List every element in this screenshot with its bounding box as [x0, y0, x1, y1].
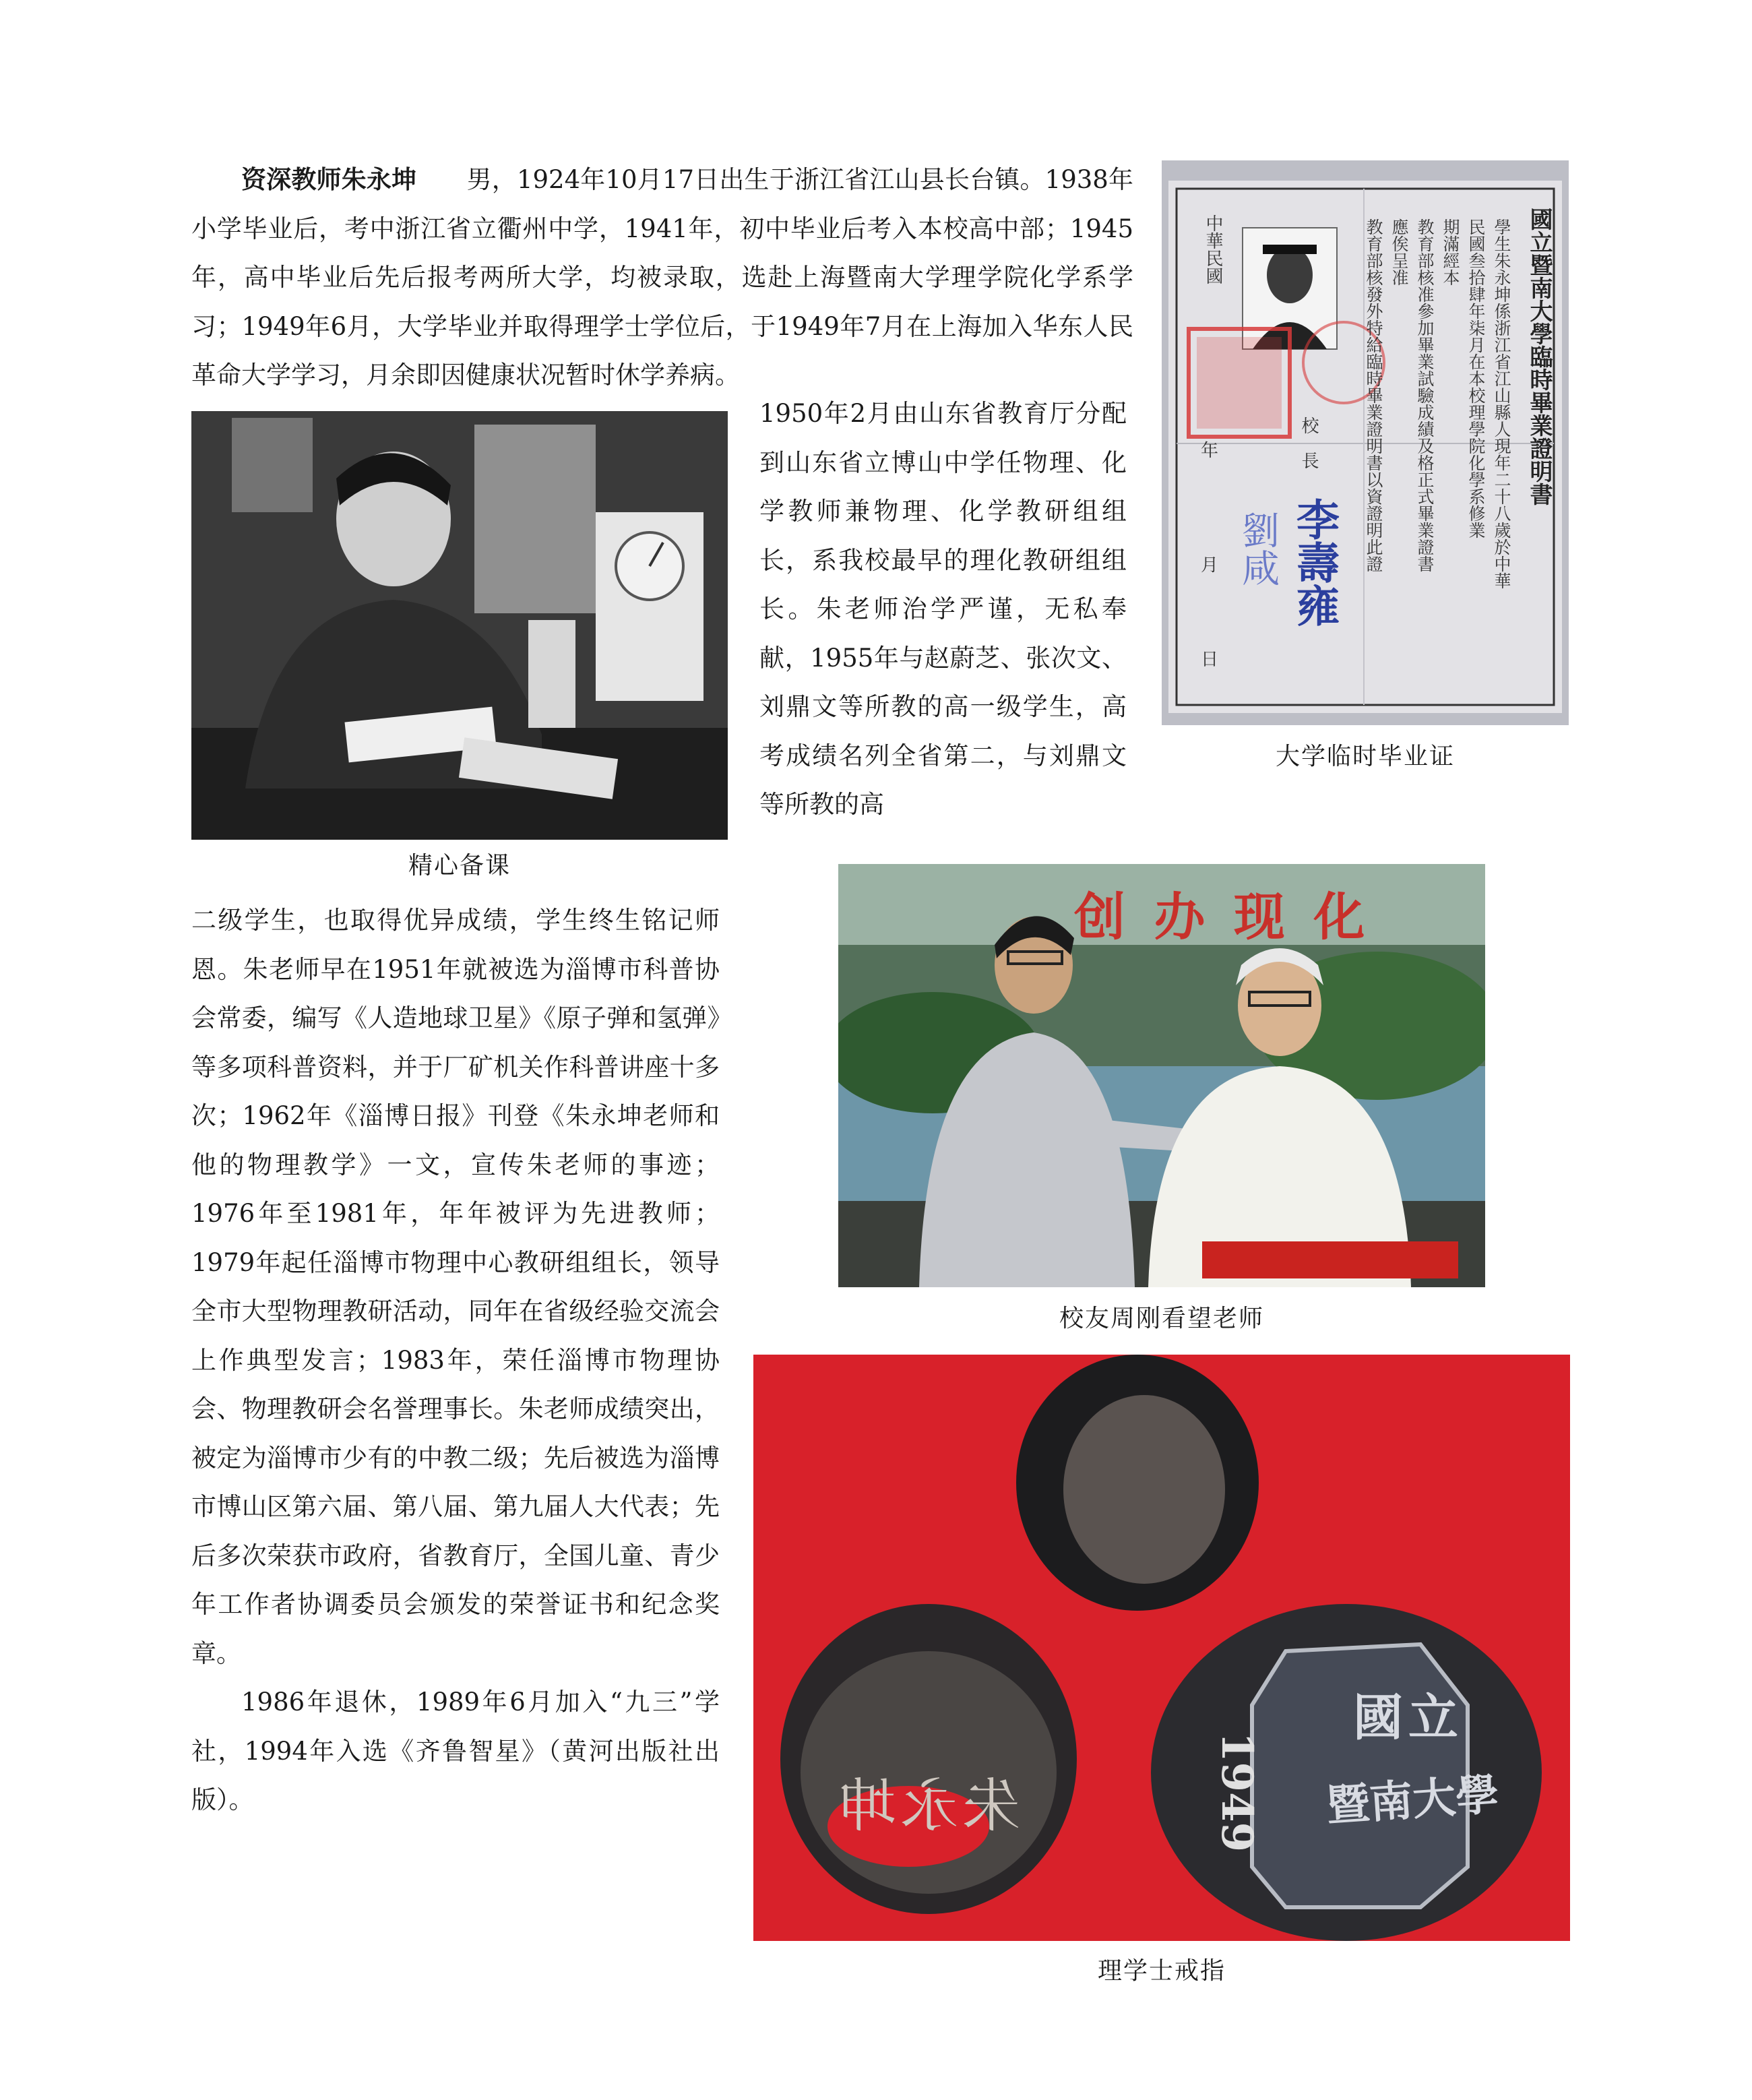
certificate-line-pending: 應俟呈准 [1389, 218, 1409, 286]
teacher-desk-illustration [191, 411, 728, 840]
certificate-day-label: 日 [1201, 650, 1219, 670]
photo-preparing-lessons [191, 411, 728, 840]
photo-alumnus-visit [838, 864, 1485, 1287]
certificate-month-label: 月 [1201, 555, 1219, 576]
article-para1 [191, 155, 1133, 400]
caption-photo2: 大学临时毕业证 [1275, 743, 1455, 770]
photo3-banner-text: 创 办 现 化 [1074, 887, 1371, 947]
article-para3: 1986年退休，1989年6月加入“九三”学社，1994年入选《齐鲁智星》（黄河出版社出版）。 [191, 1688, 720, 1814]
article-para2: 二级学生，也取得优异成绩，学生终生铭记师恩。朱老师早在1951年就被选为淄博市科普协会常委，编写《人造地球卫星》《原子弹和氢弹》等多项科普资料，并于厂矿机关作科普讲座十多次；1962年《淄博日报》刊登《朱永坤老师和他的物理教学》一文，宣传朱老师的事迹；1976年至1981年，年年被评为先进教师；1979年起任淄博市物理中心教研组组长，领导全市大型物理教研活动，同年在省级经验交流会上作典型发言；1983年，荣任淄博市物理协会、物理教研会名誉理事长。朱老师成绩突出，被定为淄博市少有的中教二级；先后被选为淄博市博山区第六届、第八届、第九届人大代表；先后多次荣获市政府，省教育厅，全国儿童、青少年工作者协调委员会颁发的荣誉证书和纪念奖章。 [191, 906, 720, 1668]
caption-photo4: 理学士戒指 [1097, 1957, 1226, 1985]
article-para1-cont-text: 1950年2月由山东省教育厅分配到山东省立博山中学任物理、化学教师兼物理、化学教研组组长，系我校最早的理化教研组组长。朱老师治学严谨，无私奉献，1955年与赵蔚芝、张次文、刘鼎文等所教的高一级学生，高考成绩名列全省第二，与刘鼎文等所教的高 [759, 399, 1127, 819]
certificate-line-completion: 期滿經本 [1441, 218, 1460, 286]
rings-illustration [753, 1355, 1570, 1941]
caption-photo3: 校友周刚看望老师 [1059, 1305, 1264, 1332]
certificate-president-label: 校 長 [1299, 416, 1319, 469]
certificate-line-issued: 教育部核發外特給臨時畢業證明書以資證明此證 [1364, 218, 1383, 572]
certificate-title: 國立暨南大學臨時畢業證明書 [1526, 208, 1553, 505]
ring2-school-bottom: 暨南大學 [1325, 1769, 1501, 1832]
certificate-year-label: 年 [1201, 441, 1219, 461]
certificate-line-student: 學生朱永坤係浙江省江山縣人現年二十八歲於中華 [1492, 218, 1511, 589]
article-para1-text: 男，1924年10月17日出生于浙江省江山县长台镇。1938年小学毕业后，考中浙江省立衢州中学，1941年，初中毕业后考入本校高中部；1945年，高中毕业后先后报考两所大学，均被录取，选赴上海暨南大学理学院化学系学习；1949年6月，大学毕业并取得理学士学位后，于1949年7月在上海加入华东人民革命大学学习，月余即因健康状况暂时休学养病。 [191, 165, 1133, 390]
ring2-year: 1949 [1212, 1732, 1262, 1853]
certificate-date-label: 中華民國 [1203, 214, 1223, 284]
caption-photo1: 精心备课 [408, 852, 511, 879]
certificate-signature-president: 李壽雍 [1289, 497, 1340, 627]
article-lead-title: 资深教师朱永坤 [241, 164, 417, 194]
ring2-school-top: 國立 [1353, 1689, 1464, 1747]
ring1-engraving: 朱永坤 [834, 1772, 1020, 1840]
photo-graduation-rings [753, 1355, 1570, 1941]
article-left-column [191, 896, 720, 1825]
certificate-line-approval: 教育部核准參加畢業試驗成績及格正式畢業證書 [1415, 218, 1435, 572]
article-para1-continued [759, 390, 1127, 830]
certificate-line-enrollment: 民國叁拾肆年柒月在本校理學院化學系修業 [1466, 218, 1486, 538]
photo-graduation-certificate [1162, 160, 1569, 725]
certificate-signature-secondary: 劉咸 [1236, 511, 1280, 586]
